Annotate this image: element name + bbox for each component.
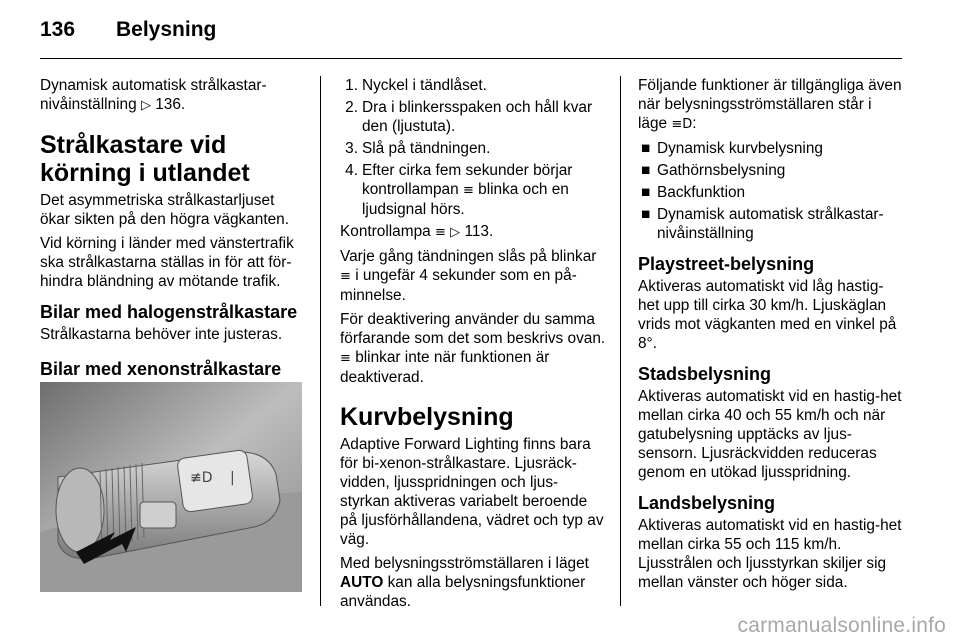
section-heading-kurvbelysning: Kurvbelysning — [340, 403, 514, 431]
headlight-indicator-icon: ≡ — [340, 269, 351, 284]
list-item: 4. Efter cirka fem sekunder börjar kontrollampan ≡ blinka och en ljudsignal hörs. — [345, 162, 573, 218]
paragraph: Följande funktioner är tillgängliga även när belysningsströmställaren står i läge ≡D: — [638, 77, 902, 132]
subheading-xenon: Bilar med xenonstrålkastare — [40, 359, 282, 379]
subheading-stads: Stadsbelysning — [638, 364, 772, 384]
paragraph: Kontrollampa ≡ ▷ 113. — [340, 223, 494, 240]
list-item: 1. Nyckel i tändlåset. — [345, 77, 487, 94]
list-item: ■ Dynamisk automatisk strålkastar-nivåinställning — [641, 206, 884, 242]
paragraph: Aktiveras automatiskt vid en hastig-het mellan cirka 40 och 55 km/h och när gatubelysning upptäcks av ljus-sensorn. Ljusräckvidden reduceras genom en utökad ljusspridning. — [638, 388, 902, 481]
list-item: 3. Slå på tändningen. — [345, 140, 491, 157]
paragraph: Det asymmetriska strålkastarljuset ökar sikten på den högra vägkanten. — [40, 192, 289, 228]
watermark: carmanualsonline.info — [737, 614, 946, 637]
list-item: ■ Backfunktion — [641, 184, 746, 201]
paragraph: Adaptive Forward Lighting finns bara för bi-xenon-strålkastare. Ljusräck-vidden, ljusspridningen och ljus-styrkan aktiveras variabelt beroende på ljusförhållandena, vädret och typ av väg. — [340, 436, 604, 548]
page-reference-arrow-icon: ▷ — [450, 225, 461, 240]
column-2 — [340, 76, 606, 616]
column-divider-2 — [620, 76, 621, 606]
subheading-lands: Landsbelysning — [638, 493, 776, 513]
paragraph: För deaktivering använder du samma förfarande som det som beskrivs ovan. ≡ blinkar inte när funktionen är deaktiverad. — [340, 311, 606, 386]
headlight-indicator-icon: ≡ — [340, 351, 351, 366]
subheading-halogen: Bilar med halogenstrålkastare — [40, 302, 298, 322]
function-list — [638, 139, 902, 243]
paragraph: Aktiveras automatiskt vid en hastig-het mellan cirka 55 och 115 km/h. Ljusstrålen och ljusstyrkan skiljer sig mellan vänster och höger sida. — [638, 517, 902, 591]
headlight-indicator-icon: ≡ — [462, 183, 474, 198]
headlight-indicator-icon: ≡ — [434, 225, 446, 240]
list-item: 2. Dra i blinkersspaken och håll kvar den (ljustuta). — [345, 99, 593, 135]
section-heading-utlandet: Strålkastare vid körning i utlandet — [40, 131, 250, 187]
list-item: ■ Gathörnsbelysning — [641, 162, 786, 179]
header-rule — [40, 58, 902, 59]
steps-list — [340, 76, 606, 219]
list-item: ■ Dynamisk kurvbelysning — [641, 140, 823, 157]
page-number: 136 — [40, 18, 76, 41]
auto-label: AUTO — [340, 574, 384, 591]
column-1 — [40, 76, 306, 382]
paragraph: Aktiveras automatiskt vid låg hastig-het upp till cirka 30 km/h. Ljuskäglan vrids mot vägkanten med en vinkel på 8°. — [638, 278, 897, 352]
light-switch-illustration-icon — [40, 382, 302, 592]
svg-text:|: | — [230, 470, 235, 486]
page-title: Belysning — [116, 18, 217, 41]
paragraph: Strålkastarna behöver inte justeras. — [40, 326, 283, 343]
low-beam-icon: ≡D — [671, 117, 693, 132]
column-3 — [638, 76, 902, 597]
paragraph: Vid körning i länder med vänstertrafik ska strålkastarna ställas in för att för-hindra bländning av mötande trafik. — [40, 235, 294, 290]
intro-paragraph: Dynamisk automatisk strålkastar- nivåinställning ▷ 136. — [40, 77, 267, 113]
page-reference-arrow-icon: ▷ — [140, 98, 151, 113]
subheading-playstreet: Playstreet-belysning — [638, 254, 815, 274]
column-divider-1 — [320, 76, 321, 606]
paragraph: Varje gång tändningen slås på blinkar ≡ i ungefär 4 sekunder som en på-minnelse. — [340, 248, 597, 304]
svg-text:≢D: ≢D — [190, 470, 213, 486]
paragraph: Med belysningsströmställaren i läget AUTO kan alla belysningsfunktioner användas. — [340, 555, 589, 610]
